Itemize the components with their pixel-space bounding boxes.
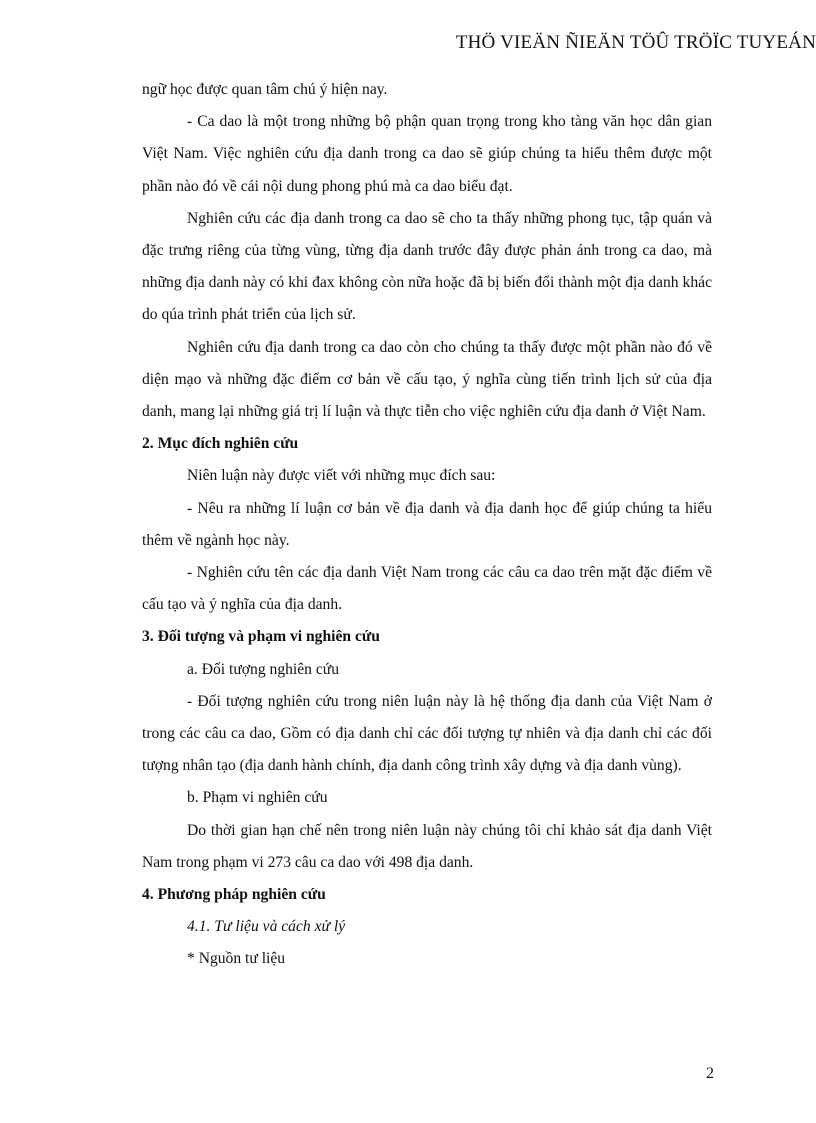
section-heading: 4. Phương pháp nghiên cứu — [142, 886, 326, 904]
paragraph: Niên luận này được viết với những mục đích sau: — [187, 467, 496, 485]
section-heading: 3. Đối tượng và phạm vi nghiên cứu — [142, 628, 380, 646]
section-heading: 2. Mục đích nghiên cứu — [142, 435, 299, 453]
paragraph: Nghiên cứu địa danh trong ca dao còn cho chúng ta thấy được một phần nào đó về diện mạo và những đặc điểm cơ bản về cấu tạo, ý nghĩa cùng tiến trình lịch sử của địa danh, mang lại những giá trị lí luận và thực tiễn cho việc nghiên cứu địa danh ở Việt Nam. — [142, 338, 712, 421]
paragraph: ngữ học được quan tâm chú ý hiện nay. — [142, 81, 388, 98]
subsection-label: b. Phạm vi nghiên cứu — [187, 789, 328, 807]
paragraph: - Nêu ra những lí luận cơ bản về địa danh và địa danh học để giúp chúng ta hiểu thêm về ngành học này. — [142, 499, 712, 549]
paragraph: - Nghiên cứu tên các địa danh Việt Nam trong các câu ca dao trên mặt đặc điểm về cấu tạo và ý nghĩa của địa danh. — [142, 564, 712, 614]
subsection-heading: 4.1. Tư liệu và cách xử lý — [187, 918, 346, 936]
paragraph: Do thời gian hạn chế nên trong niên luận này chúng tôi chỉ khảo sát địa danh Việt Nam trong phạm vi 273 câu ca dao với 498 địa danh. — [142, 821, 712, 871]
page-header: THÖ VIEÄN ÑIEÄN TÖÛ TRÖÏC TUYEÁN — [455, 32, 816, 53]
paragraph: Nghiên cứu các địa danh trong ca dao sẽ cho ta thấy những phong tục, tập quán và đặc trưng riêng của từng vùng, từng địa danh trước đây được phản ánh trong ca dao, mà những địa danh này có khi đax không còn nữa hoặc đã bị biến đổi thành một địa danh khác do qúa trình phát triển của lịch sử. — [142, 209, 712, 324]
paragraph: * Nguồn tư liệu — [187, 950, 286, 968]
paragraph: - Đối tượng nghiên cứu trong niên luận này là hệ thống địa danh của Việt Nam ở trong các câu ca dao, Gồm có địa danh chỉ các đối tượng tự nhiên và địa danh chỉ các đối tượng nhân tạo (địa danh hành chính, địa danh công trình xây dựng và địa danh vùng). — [142, 692, 712, 775]
document-body — [142, 74, 712, 976]
paragraph: - Ca dao là một trong những bộ phận quan trọng trong kho tàng văn học dân gian Việt Nam. Việc nghiên cứu địa danh trong ca dao sẽ giúp chúng ta hiểu thêm được một phần nào đó về cái nội dung phong phú mà ca dao biểu đạt. — [142, 113, 712, 195]
page-number: 2 — [706, 1065, 714, 1082]
subsection-label: a. Đối tượng nghiên cứu — [187, 660, 340, 678]
